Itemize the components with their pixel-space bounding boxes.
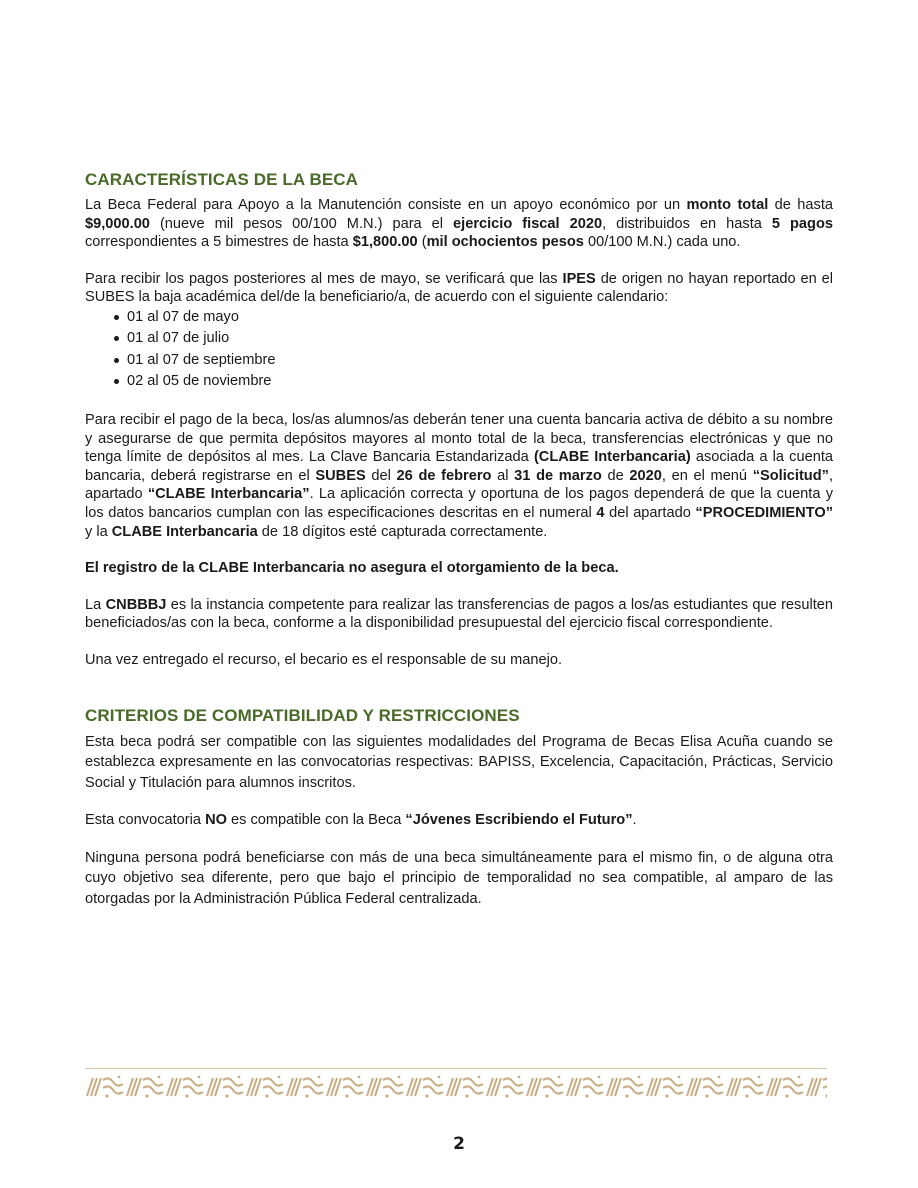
- footer-divider: [85, 1068, 827, 1069]
- list-item: 02 al 05 de noviembre: [127, 371, 833, 393]
- document-body: [85, 170, 833, 909]
- paragraph-cuenta-bancaria: Para recibir el pago de la beca, los/as alumnos/as deberán tener una cuenta bancaria activa de débito a su nombre y asegurarse de que permita depósitos mayores al monto total de la beca, transferencias electrónicas y que no tenga límite de depósitos al mes. La Clave Bancaria Estandarizada (CLABE Interbancaria) asociada a la cuenta bancaria, deberá registrarse en el SUBES del 26 de febrero al 31 de marzo de 2020, en el menú “Solicitud”, apartado “CLABE Interbancaria”. La aplicación correcta y oportuna de los pagos dependerá de que la cuenta y los datos bancarios cumplan con las especificaciones descritas en el numeral 4 del apartado “PROCEDIMIENTO” y la CLABE Interbancaria de 18 dígitos esté capturada correctamente.: [85, 411, 833, 540]
- paragraph-clabe-aviso: El registro de la CLABE Interbancaria no asegura el otorgamiento de la beca.: [85, 560, 619, 577]
- section-title-criterios: CRITERIOS DE COMPATIBILIDAD Y RESTRICCIONES: [85, 705, 520, 725]
- section-title-caracteristicas: CARACTERÍSTICAS DE LA BECA: [85, 170, 359, 189]
- list-item: 01 al 07 de julio: [127, 328, 833, 350]
- paragraph-manejo: Una vez entregado el recurso, el becario es el responsable de su manejo.: [85, 651, 563, 668]
- list-item: 01 al 07 de mayo: [127, 307, 833, 329]
- calendar-list: [85, 307, 833, 393]
- paragraph-no-compatible: Esta convocatoria NO es compatible con la Beca “Jóvenes Escribiendo el Futuro”.: [85, 812, 637, 828]
- list-item: 01 al 07 de septiembre: [127, 350, 833, 372]
- paragraph-pagos-posteriores: Para recibir los pagos posteriores al mes de mayo, se verificará que las IPES de origen no hayan reportado en el SUBES la baja académica del/de la beneficiario/a, de acuerdo con el siguiente calendario:: [85, 270, 833, 306]
- paragraph-restricciones: Ninguna persona podrá beneficiarse con más de una beca simultáneamente para el mismo fin, o de alguna otra cuyo objetivo sea diferente, pero que bajo el principio de temporalidad no sea compatible, al amparo de las otorgadas por la Administración Pública Federal centralizada.: [85, 849, 833, 907]
- paragraph-monto: La Beca Federal para Apoyo a la Manutención consiste en un apoyo económico por un monto total de hasta $9,000.00 (nueve mil pesos 00/100 M.N.) para el ejercicio fiscal 2020, distribuidos en hasta 5 pagos correspondientes a 5 bimestres de hasta $1,800.00 (mil ochocientos pesos 00/100 M.N.) cada uno.: [85, 197, 833, 251]
- paragraph-compatibilidad: Esta beca podrá ser compatible con las siguientes modalidades del Programa de Becas Elisa Acuña cuando se establezca expresamente en las convocatorias respectivas: BAPISS, Excelencia, Capacitación, Prácticas, Servicio Social y Titulación para alumnos inscritos.: [85, 733, 833, 791]
- page-number: 2: [453, 1134, 465, 1154]
- paragraph-cnbbbj: La CNBBBJ es la instancia competente para realizar las transferencias de pagos a los/as estudiantes que resulten beneficiados/as con la beca, conforme a la disponibilidad presupuestal del ejercicio fiscal correspondiente.: [85, 596, 833, 632]
- footer-ornament-border: [85, 1074, 827, 1100]
